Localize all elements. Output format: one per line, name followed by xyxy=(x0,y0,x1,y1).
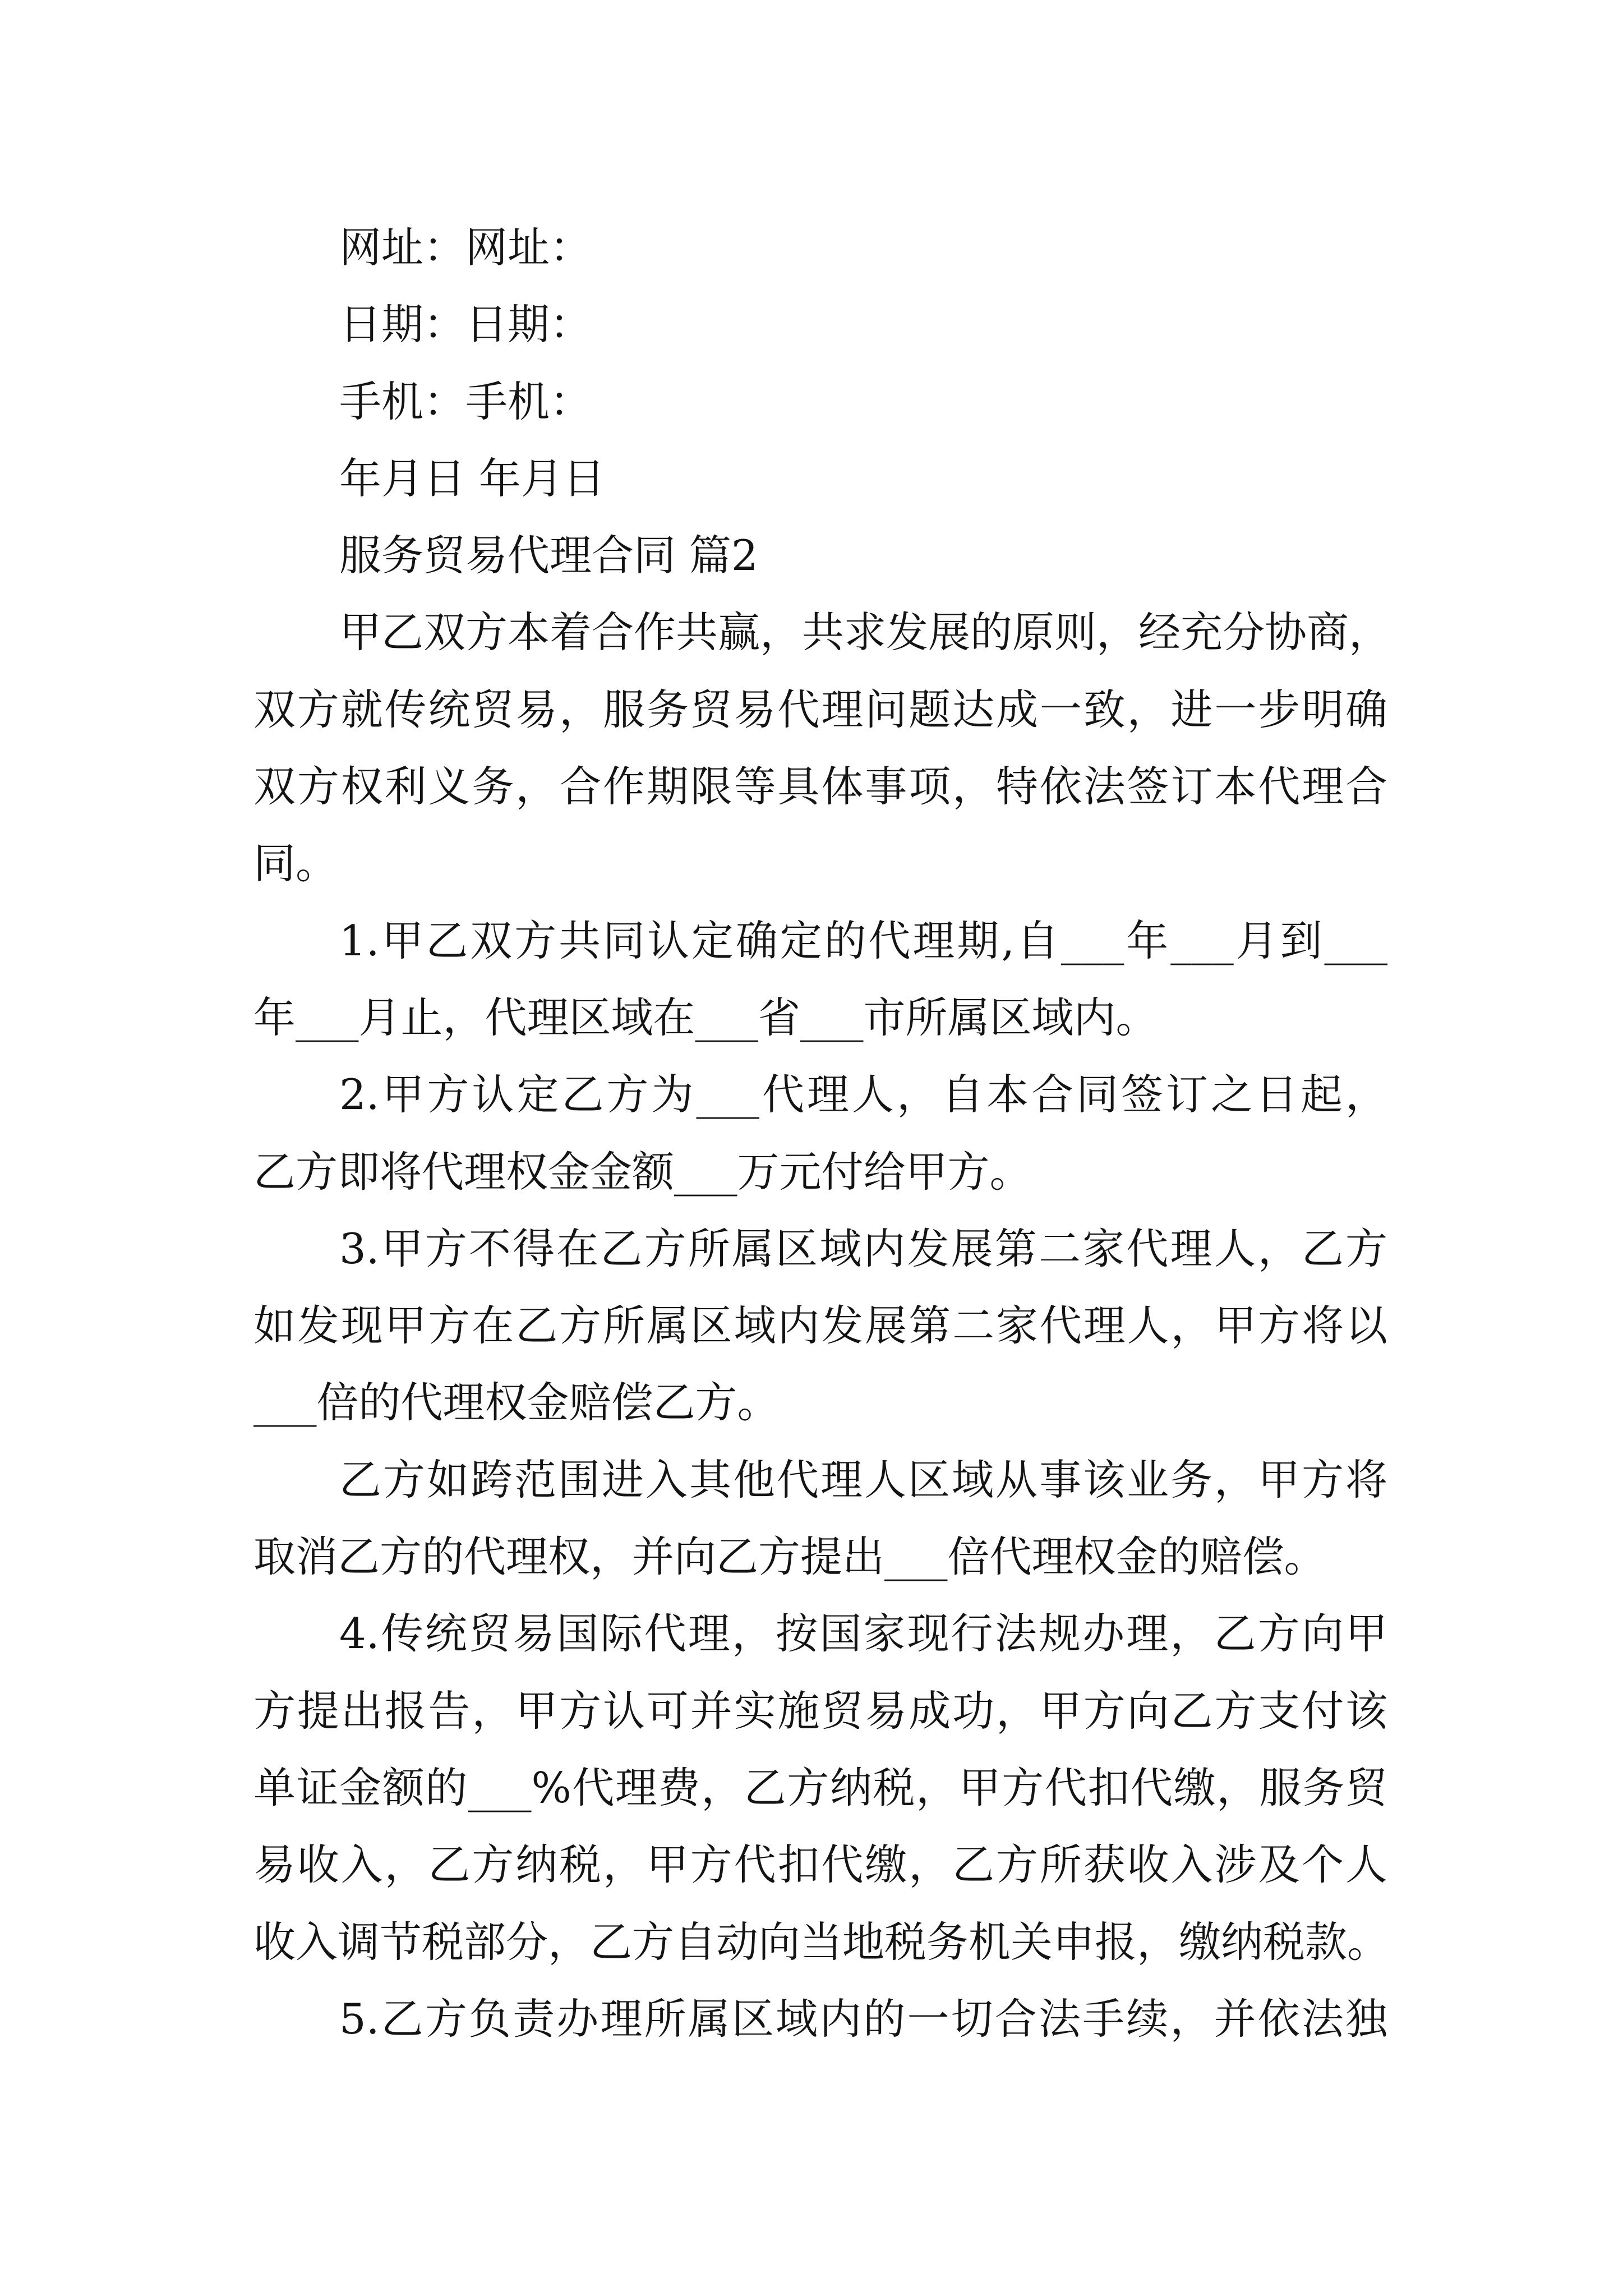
paragraph-line: 取消乙方的代理权，并向乙方提出___倍代理权金的赔偿。 xyxy=(253,1532,1326,1582)
paragraph-line: 5.乙方负责办理所属区域内的一切合法手续，并依法独 xyxy=(339,1994,1387,2044)
paragraph-clause-4 xyxy=(253,1595,1390,1980)
contact-line-website: 网址：网址： xyxy=(339,223,592,272)
paragraph-line: 方提出报告，甲方认可并实施贸易成功，甲方向乙方支付该 xyxy=(253,1686,1387,1736)
paragraph-line: 单证金额的___%代理费，乙方纳税，甲方代扣代缴，服务贸 xyxy=(253,1763,1387,1812)
paragraph-line: 同。 xyxy=(253,839,338,889)
paragraph-clause-1 xyxy=(253,903,1387,1057)
contact-line-mobile: 手机：手机： xyxy=(339,376,592,426)
section-title: 服务贸易代理合同 篇2 xyxy=(339,531,758,581)
contact-block xyxy=(253,209,1387,517)
contact-line-signature-date: 年月日 年月日 xyxy=(339,453,605,503)
paragraph-line: 收入调节税部分，乙方自动向当地税务机关申报，缴纳税款。 xyxy=(253,1917,1390,1967)
paragraph-line: 3.甲方不得在乙方所属区域内发展第二家代理人，乙方 xyxy=(339,1223,1387,1273)
paragraph-line: 双方就传统贸易，服务贸易代理问题达成一致，进一步明确 xyxy=(253,684,1387,734)
paragraph-line: 1.甲乙双方共同认定确定的代理期,自___年___月到___ xyxy=(339,915,1387,965)
paragraph-line: 甲乙双方本着合作共赢，共求发展的原则，经充分协商， xyxy=(339,608,1391,657)
paragraph-clause-2 xyxy=(253,1056,1387,1211)
paragraph-line: 乙方如跨范围进入其他代理人区域从事该业务，甲方将 xyxy=(339,1455,1387,1504)
document-page xyxy=(253,209,1391,2058)
paragraph-line: 如发现甲方在乙方所属区域内发展第二家代理人，甲方将以 xyxy=(253,1301,1387,1351)
paragraph-line: 易收入，乙方纳税，甲方代扣代缴，乙方所获收入涉及个人 xyxy=(253,1840,1387,1890)
paragraph-line: 2.甲方认定乙方为___代理人，自本合同签订之日起， xyxy=(339,1070,1387,1120)
contact-line-date: 日期：日期： xyxy=(339,300,592,349)
paragraph-preamble xyxy=(253,594,1391,902)
paragraph-line: 年___月止，代理区域在___省___市所属区域内。 xyxy=(253,992,1158,1042)
paragraph-line: ___倍的代理权金赔偿乙方。 xyxy=(253,1378,780,1428)
paragraph-line: 4.传统贸易国际代理，按国家现行法规办理，乙方向甲 xyxy=(339,1609,1387,1659)
paragraph-clause-3 xyxy=(253,1211,1387,1442)
paragraph-clause-3-supplement xyxy=(253,1442,1387,1596)
paragraph-clause-5 xyxy=(253,1981,1387,2058)
paragraph-line: 双方权利义务，合作期限等具体事项，特依法签订本代理合 xyxy=(253,762,1387,812)
paragraph-line: 乙方即将代理权金金额___万元付给甲方。 xyxy=(253,1147,1032,1197)
